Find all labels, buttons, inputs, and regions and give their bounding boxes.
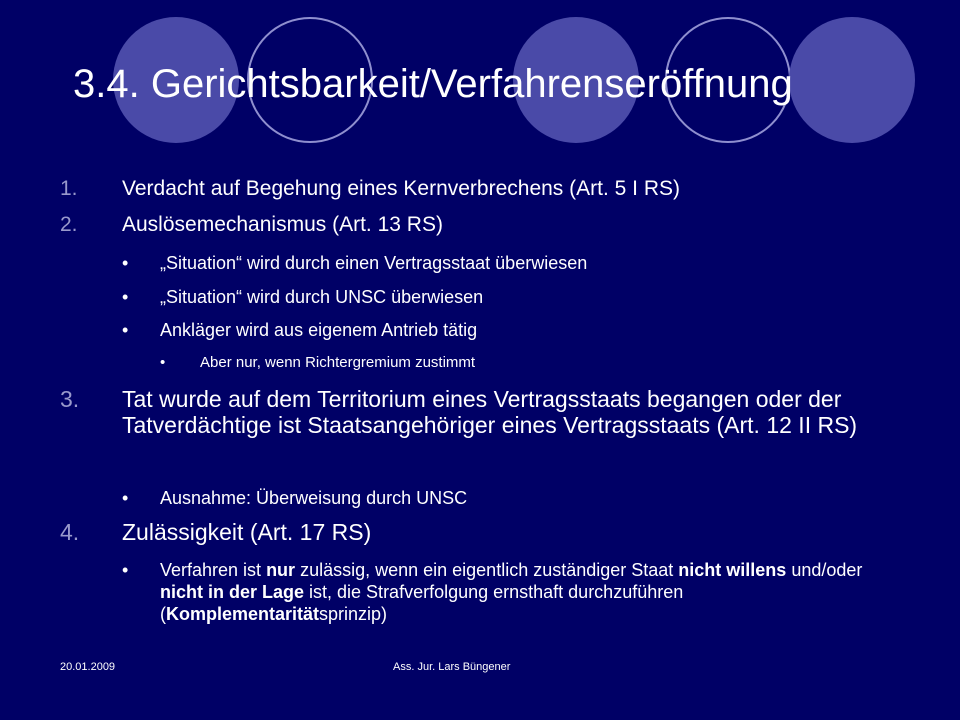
text-run: zulässig, wenn ein eigentlich zuständiger Staat (295, 560, 679, 580)
text-run-bold: Komplementarität (166, 604, 320, 624)
bullet-icon: • (122, 560, 129, 580)
bullet-icon: • (122, 287, 129, 307)
bullet-icon: • (122, 488, 129, 508)
footer-date: 20.01.2009 (60, 661, 116, 673)
text-run-bold: nicht willens (678, 560, 787, 580)
sub-item-text: „Situation“ wird durch UNSC überwiesen (160, 287, 484, 307)
decor-circle-5 (789, 17, 915, 143)
text-run-bold: nur (266, 560, 296, 580)
footer-author: Ass. Jur. Lars Büngener (393, 661, 511, 673)
list-item-text: Zulässigkeit (Art. 17 RS) (122, 519, 372, 545)
list-number: 1. (60, 177, 78, 200)
bullet-icon: • (160, 354, 166, 371)
sub-item-text: Ausnahme: Überweisung durch UNSC (160, 488, 468, 508)
list-number: 3. (60, 386, 80, 412)
sub-item-text: Ankläger wird aus eigenem Antrieb tätig (160, 320, 478, 340)
slide-title: 3.4. Gerichtsbarkeit/Verfahrenseröffnung (73, 62, 793, 106)
list-item-text: Tat wurde auf dem Territorium eines Vertragsstaats begangen oder der Tatverdächtige ist Staatsangehöriger eines Vertragsstaats (Art. 12 II RS) (122, 386, 858, 438)
sub-item-text (160, 559, 890, 625)
text-run: und/oder (786, 560, 863, 580)
list-number: 2. (60, 213, 78, 236)
bullet-icon: • (122, 253, 129, 273)
bullet-icon: • (122, 320, 129, 340)
sub-item-text: „Situation“ wird durch einen Vertragsstaat überwiesen (160, 253, 588, 273)
sub-sub-item-text: Aber nur, wenn Richtergremium zustimmt (200, 354, 476, 371)
list-item-text: Auslösemechanismus (Art. 13 RS) (122, 213, 443, 236)
list-item-text: Verdacht auf Begehung eines Kernverbrechens (Art. 5 I RS) (122, 177, 680, 200)
text-run: Verfahren ist (160, 560, 267, 580)
text-run-bold: nicht in der Lage (160, 582, 305, 602)
list-number: 4. (60, 519, 80, 545)
text-run: ist, die Strafverfolgung ernsthaft durchzuführen ( (160, 582, 684, 624)
text-run: sprinzip) (319, 604, 388, 624)
